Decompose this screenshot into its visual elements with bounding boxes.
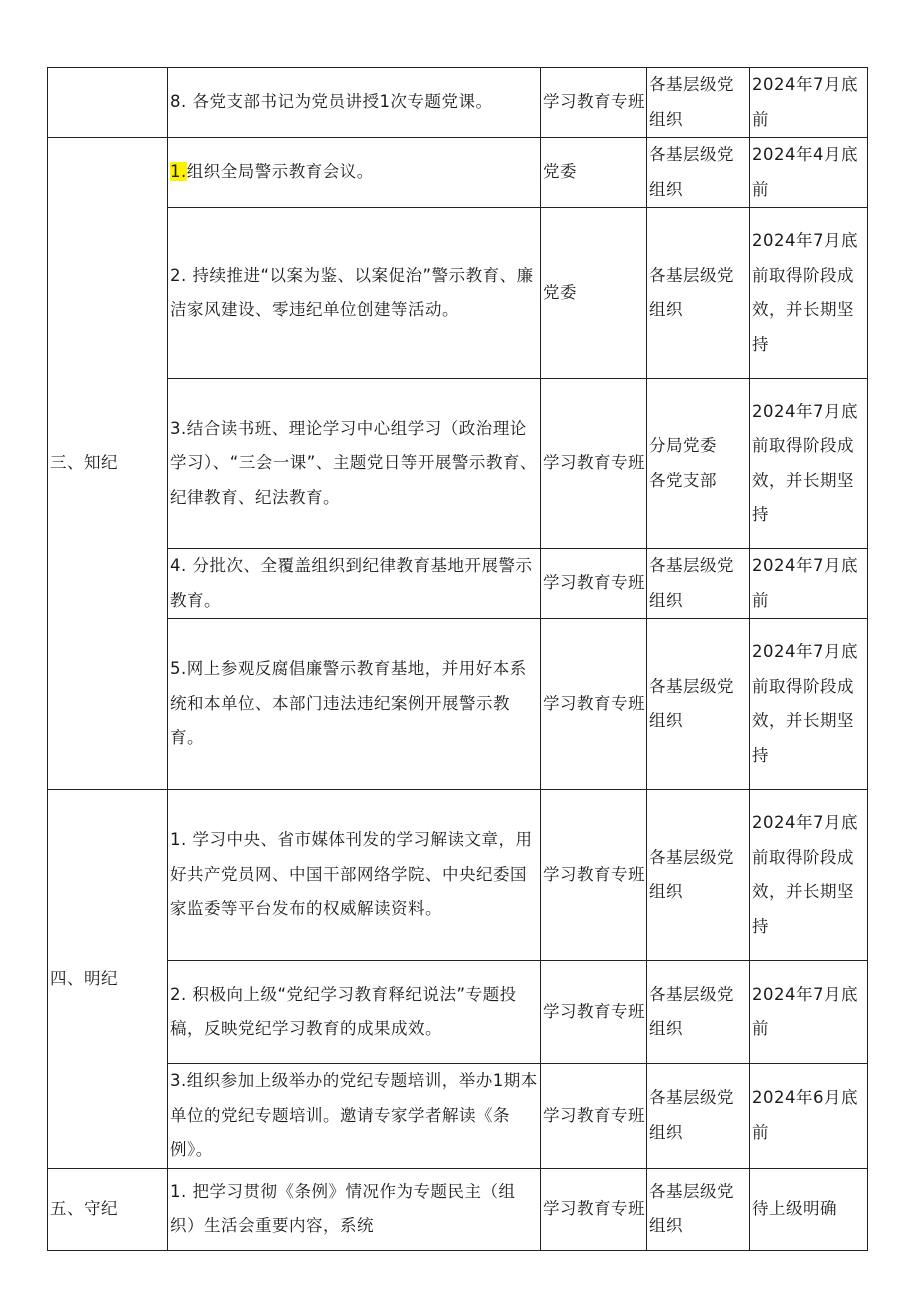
task-content: 1. 把学习贯彻《条例》情况作为专题民主（组织）生活会重要内容，系统 <box>168 1168 541 1250</box>
section-shouji: 五、守纪 <box>48 1168 168 1250</box>
lead-unit: 学习教育专班 <box>541 68 647 138</box>
task-content: 4. 分批次、全覆盖组织到纪律教育基地开展警示教育。 <box>168 549 541 619</box>
responsible-unit: 各基层级党组织 <box>647 790 750 961</box>
table-row <box>48 208 868 379</box>
table-row <box>48 1064 868 1169</box>
table-row <box>48 961 868 1064</box>
deadline: 2024年6月底前 <box>750 1064 868 1169</box>
table-row <box>48 379 868 549</box>
responsible-unit: 分局党委 各党支部 <box>647 379 750 549</box>
section-cell <box>48 68 168 138</box>
table-row <box>48 1168 868 1250</box>
table-row <box>48 68 868 138</box>
responsible-unit: 各基层级党组织 <box>647 68 750 138</box>
responsible-unit: 各基层级党组织 <box>647 138 750 208</box>
section-mingji: 四、明纪 <box>48 790 168 1169</box>
task-content: 8. 各党支部书记为党员讲授1次专题党课。 <box>168 68 541 138</box>
deadline: 2024年7月底前取得阶段成效，并长期坚持 <box>750 379 868 549</box>
lead-unit: 学习教育专班 <box>541 619 647 790</box>
section-zhiji: 三、知纪 <box>48 138 168 790</box>
lead-unit: 学习教育专班 <box>541 1168 647 1250</box>
responsible-unit: 各基层级党组织 <box>647 619 750 790</box>
task-content: 3.组织参加上级举办的党纪专题培训，举办1期本单位的党纪专题培训。邀请专家学者解读《条例》。 <box>168 1064 541 1169</box>
lead-unit: 学习教育专班 <box>541 961 647 1064</box>
responsible-unit: 各基层级党组织 <box>647 549 750 619</box>
table-row <box>48 138 868 208</box>
task-table <box>47 67 868 1251</box>
deadline: 2024年7月底前 <box>750 961 868 1064</box>
lead-unit: 学习教育专班 <box>541 1064 647 1169</box>
deadline: 2024年4月底前 <box>750 138 868 208</box>
task-content: 5.网上参观反腐倡廉警示教育基地，并用好本系统和本单位、本部门违法违纪案例开展警示教育。 <box>168 619 541 790</box>
lead-unit: 学习教育专班 <box>541 790 647 961</box>
deadline: 2024年7月底前取得阶段成效，并长期坚持 <box>750 790 868 961</box>
lead-unit: 党委 <box>541 138 647 208</box>
table-row <box>48 549 868 619</box>
lead-unit: 学习教育专班 <box>541 379 647 549</box>
task-content: 2. 积极向上级“党纪学习教育释纪说法”专题投稿，反映党纪学习教育的成果成效。 <box>168 961 541 1064</box>
responsible-unit: 各基层级党组织 <box>647 208 750 379</box>
deadline: 2024年7月底前 <box>750 549 868 619</box>
responsible-unit: 各基层级党组织 <box>647 961 750 1064</box>
table-row <box>48 619 868 790</box>
deadline: 待上级明确 <box>750 1168 868 1250</box>
deadline: 2024年7月底前取得阶段成效，并长期坚持 <box>750 619 868 790</box>
lead-unit: 学习教育专班 <box>541 549 647 619</box>
table-row <box>48 790 868 961</box>
deadline: 2024年7月底前取得阶段成效，并长期坚持 <box>750 208 868 379</box>
responsible-unit: 各基层级党组织 <box>647 1064 750 1169</box>
task-content: 2. 持续推进“以案为鉴、以案促治”警示教育、廉洁家风建设、零违纪单位创建等活动。 <box>168 208 541 379</box>
task-content: 1. 学习中央、省市媒体刊发的学习解读文章，用好共产党员网、中国干部网络学院、中央纪委国家监委等平台发布的权威解读资料。 <box>168 790 541 961</box>
task-content: 3.结合读书班、理论学习中心组学习（政治理论学习）、“三会一课”、主题党日等开展警示教育、纪律教育、纪法教育。 <box>168 379 541 549</box>
task-content: 1.组织全局警示教育会议。 <box>168 138 541 208</box>
deadline: 2024年7月底前 <box>750 68 868 138</box>
responsible-unit: 各基层级党组织 <box>647 1168 750 1250</box>
highlight-mark: 1. <box>170 162 187 182</box>
lead-unit: 党委 <box>541 208 647 379</box>
